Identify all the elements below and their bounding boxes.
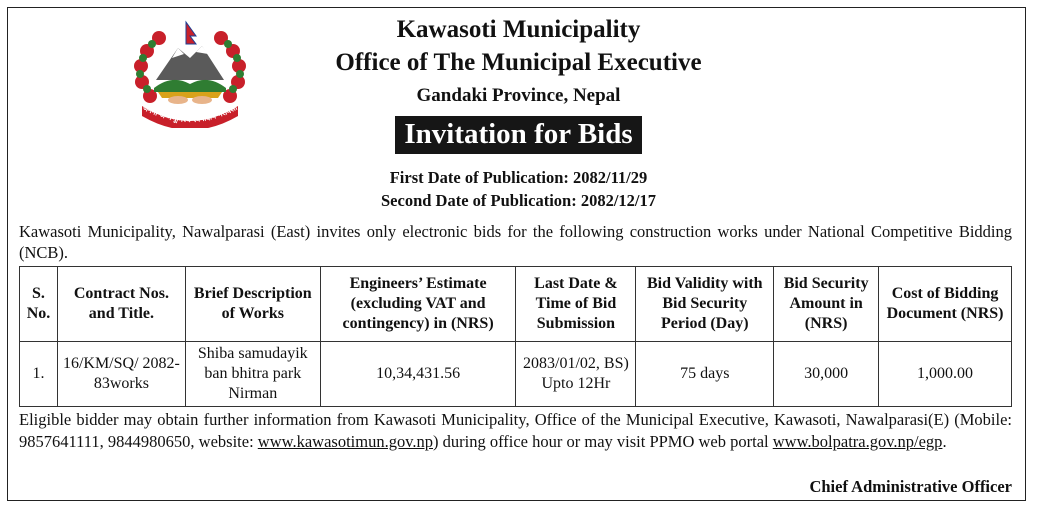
col-header-last-date: Last Date & Time of Bid Submission [516,267,636,342]
second-publication-date: Second Date of Publication: 2082/12/17 [381,191,656,210]
cell-description: Shiba samudayik ban bhitra park Nirman [185,342,320,407]
first-publication-date: First Date of Publication: 2082/11/29 [389,168,648,187]
col-header-description: Brief Description of Works [185,267,320,342]
outro-text-2: ) during office hour or may visit PPMO web portal [433,431,773,451]
col-header-estimate: Engineers’ Estimate (excluding VAT and contingency) in (NRS) [320,267,516,342]
municipality-name: Kawasoti Municipality [396,16,641,43]
cell-contract: 16/KM/SQ/ 2082-83works [57,342,185,407]
intro-paragraph: Kawasoti Municipality, Nawalparasi (East) invites only electronic bids for the following construction works under National Competitive Bidding (NCB). [19,222,1012,262]
outro-text-1: Eligible bidder may obtain further information from Kawasoti Municipality, Office of the Municipal Executive, Kawasoti, Nawalparasi(E) (Mobile: 9857641111, 9844980650, website: [19,410,1012,451]
col-header-validity: Bid Validity with Bid Security Period (Day) [636,267,774,342]
cell-last-date: 2083/01/02, BS) Upto 12Hr [516,342,636,407]
outro-paragraph [19,409,1012,452]
table-header-row [20,267,1012,342]
emblem-motto: जननी जन्मभूमिश्च स्वर्गादपि गरीयसी [141,102,239,125]
col-header-sn: S. No. [20,267,58,342]
ppmo-portal-link[interactable]: www.bolpatra.gov.np/egp [772,431,943,451]
table-row [20,342,1012,407]
cell-cost: 1,000.00 [879,342,1012,407]
office-name: Office of The Municipal Executive [335,49,702,76]
notice-title: Invitation for Bids [395,116,641,154]
bids-table [19,266,1012,407]
cell-estimate: 10,34,431.56 [320,342,516,407]
cell-validity: 75 days [636,342,774,407]
signature-title: Chief Administrative Officer [809,477,1012,496]
outro-text-3: . [942,431,947,451]
col-header-cost: Cost of Bidding Document (NRS) [879,267,1012,342]
cell-security: 30,000 [774,342,879,407]
province-name: Gandaki Province, Nepal [416,85,621,106]
col-header-security: Bid Security Amount in (NRS) [774,267,879,342]
col-header-contract: Contract Nos. and Title. [57,267,185,342]
website-link[interactable]: www.kawasotimun.gov.np [257,431,433,451]
cell-sn: 1. [20,342,58,407]
